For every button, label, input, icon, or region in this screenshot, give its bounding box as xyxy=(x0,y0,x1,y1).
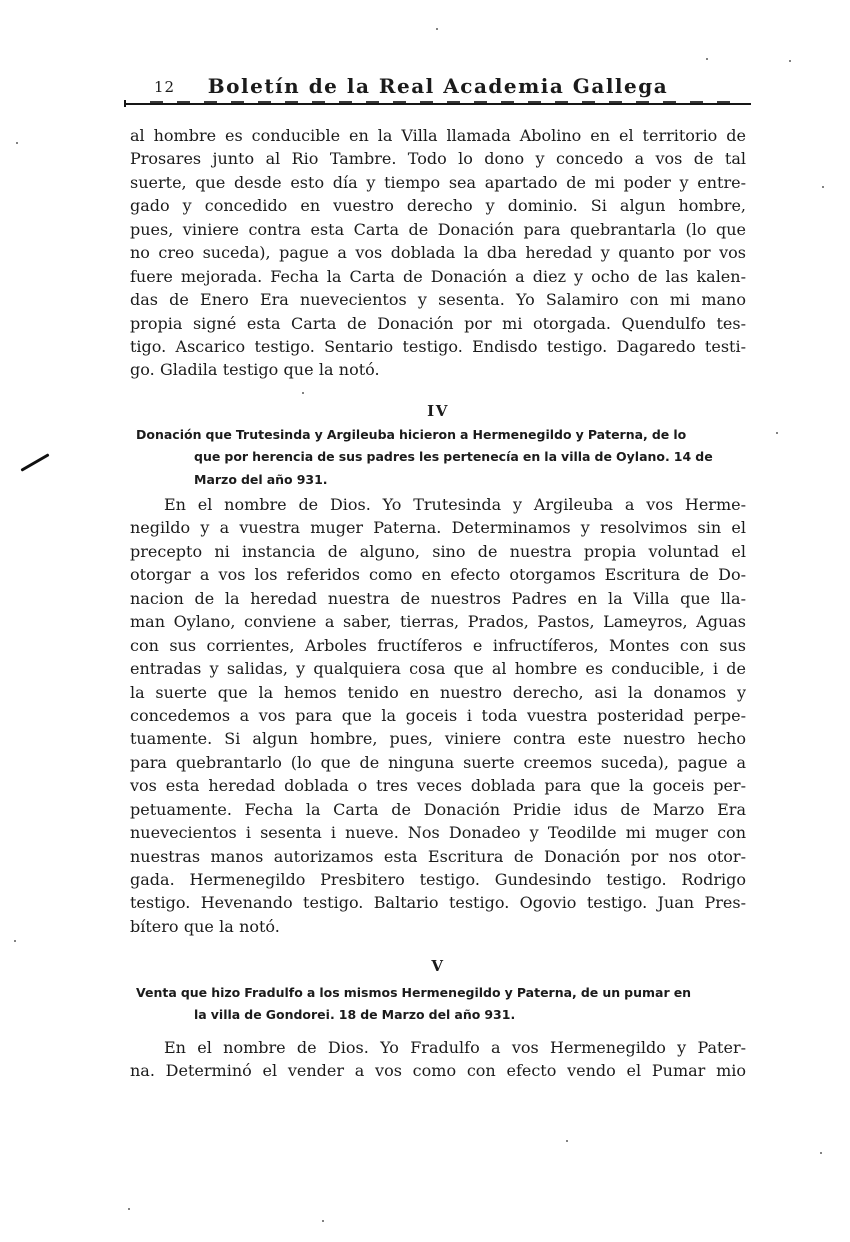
margin-pen-mark xyxy=(20,453,49,472)
scan-speckle xyxy=(436,28,438,30)
summary-line: Donación que Trutesinda y Argileuba hicieron a Hermenegildo y Paterna, de lo xyxy=(136,427,687,442)
text-line: petuamente. Fecha la Carta de Donación Pridie idus de Marzo Era xyxy=(130,799,746,819)
text-line: go. Gladila testigo que la notó. xyxy=(130,360,380,380)
text-line: vos esta heredad doblada o tres veces doblada para que la goceis per- xyxy=(130,776,746,796)
scan-speckle xyxy=(706,58,708,60)
scan-speckle xyxy=(16,142,18,144)
scan-speckle xyxy=(14,940,16,942)
text-line: nuestras manos autorizamos esta Escritura de Donación por nos otor- xyxy=(130,846,746,866)
page-header xyxy=(130,74,746,100)
text-line: al hombre es conducible en la Villa llamada Abolino en el territorio de xyxy=(130,126,746,145)
summary-line: la villa de Gondorei. 18 de Marzo del año 931. xyxy=(194,1007,516,1023)
scan-speckle xyxy=(789,60,791,62)
text-line: precepto ni instancia de alguno, sino de nuestra propia voluntad el xyxy=(130,541,746,561)
section-iv-body xyxy=(130,493,746,938)
scan-speckle xyxy=(128,1208,130,1210)
text-line: man Oylano, conviene a saber, tierras, Prados, Pastos, Lameyros, Aguas xyxy=(130,612,746,632)
text-line: con sus corrientes, Arboles fructíferos e infructíferos, Montes con sus xyxy=(130,635,746,655)
scan-speckle xyxy=(322,1220,324,1222)
text-line: tigo. Ascarico testigo. Sentario testigo. Endisdo testigo. Dagaredo testi- xyxy=(130,336,746,356)
text-line: para quebrantarlo (lo que de ninguna suerte creemos suceda), pague a xyxy=(130,752,746,772)
scan-speckle xyxy=(776,432,778,434)
text-line: gada. Hermenegildo Presbitero testigo. Gundesindo testigo. Rodrigo xyxy=(130,870,746,889)
text-line: bítero que la notó. xyxy=(130,916,280,936)
section-v-summary xyxy=(136,982,746,1027)
scan-speckle xyxy=(820,1152,822,1154)
journal-title: Boletín de la Real Academia Gallega xyxy=(207,74,669,98)
header-rule xyxy=(124,100,751,106)
section-v-body xyxy=(130,1036,746,1083)
text-line: otorgar a vos los referidos como en efecto otorgamos Escritura de Do- xyxy=(130,565,746,585)
paragraph-intro xyxy=(130,124,746,382)
rule-dashed-line xyxy=(150,101,743,103)
text-line: tuamente. Si algun hombre, pues, viniere contra este nuestro hecho xyxy=(130,729,746,749)
section-iv-numeral: IV xyxy=(427,402,449,420)
text-line: nacion de la heredad nuestra de nuestros Padres en la Villa que lla- xyxy=(130,588,746,608)
scan-speckle xyxy=(822,186,824,188)
summary-line: que por herencia de sus padres les pertenecía en la villa de Oylano. 14 de xyxy=(194,449,713,465)
text-line: entradas y salidas, y qualquiera cosa que al hombre es conducible, i de xyxy=(130,659,746,679)
text-line: pues, viniere contra esta Carta de Donación para quebrantarla (lo que xyxy=(130,219,746,239)
text-line: fuere mejorada. Fecha la Carta de Donación a diez y ocho de las kalen- xyxy=(130,266,746,286)
section-iv-summary xyxy=(136,424,746,491)
summary-line: Venta que hizo Fradulfo a los mismos Hermenegildo y Paterna, de un pumar en xyxy=(136,985,692,1000)
page-number: 12 xyxy=(154,78,176,96)
summary-line: Marzo del año 931. xyxy=(194,471,328,487)
rule-solid-line xyxy=(124,103,751,105)
text-line: testigo. Hevenando testigo. Baltario testigo. Ogovio testigo. Juan Pres- xyxy=(130,893,746,913)
scan-speckle xyxy=(566,1140,568,1142)
text-line: concedemos a vos para que la goceis i toda vuestra posteridad perpe- xyxy=(130,705,746,725)
text-line: negildo y a vuestra muger Paterna. Determinamos y resolvimos sin el xyxy=(130,518,746,538)
text-line: En el nombre de Dios. Yo Trutesinda y Argileuba a vos Herme- xyxy=(164,495,746,514)
text-line: na. Determinó el vender a vos como con efecto vendo el Pumar mio xyxy=(130,1061,746,1081)
text-line: Prosares junto al Rio Tambre. Todo lo dono y concedo a vos de tal xyxy=(130,149,746,169)
scan-speckle xyxy=(302,392,304,394)
text-line: la suerte que la hemos tenido en nuestro derecho, asi la donamos y xyxy=(130,682,746,702)
text-line: suerte, que desde esto día y tiempo sea apartado de mi poder y entre- xyxy=(130,172,746,192)
text-line: En el nombre de Dios. Yo Fradulfo a vos Hermenegildo y Pater- xyxy=(164,1038,746,1057)
section-v-numeral: V xyxy=(431,957,445,975)
text-line: nuevecientos i sesenta i nueve. Nos Donadeo y Teodilde mi muger con xyxy=(130,823,746,843)
text-line: propia signé esta Carta de Donación por mi otorgada. Quendulfo tes- xyxy=(130,313,746,333)
text-line: das de Enero Era nuevecientos y sesenta. Yo Salamiro con mi mano xyxy=(130,290,746,310)
text-line: no creo suceda), pague a vos doblada la dba heredad y quanto por vos xyxy=(130,243,746,263)
text-line: gado y concedido en vuestro derecho y dominio. Si algun hombre, xyxy=(130,196,746,216)
